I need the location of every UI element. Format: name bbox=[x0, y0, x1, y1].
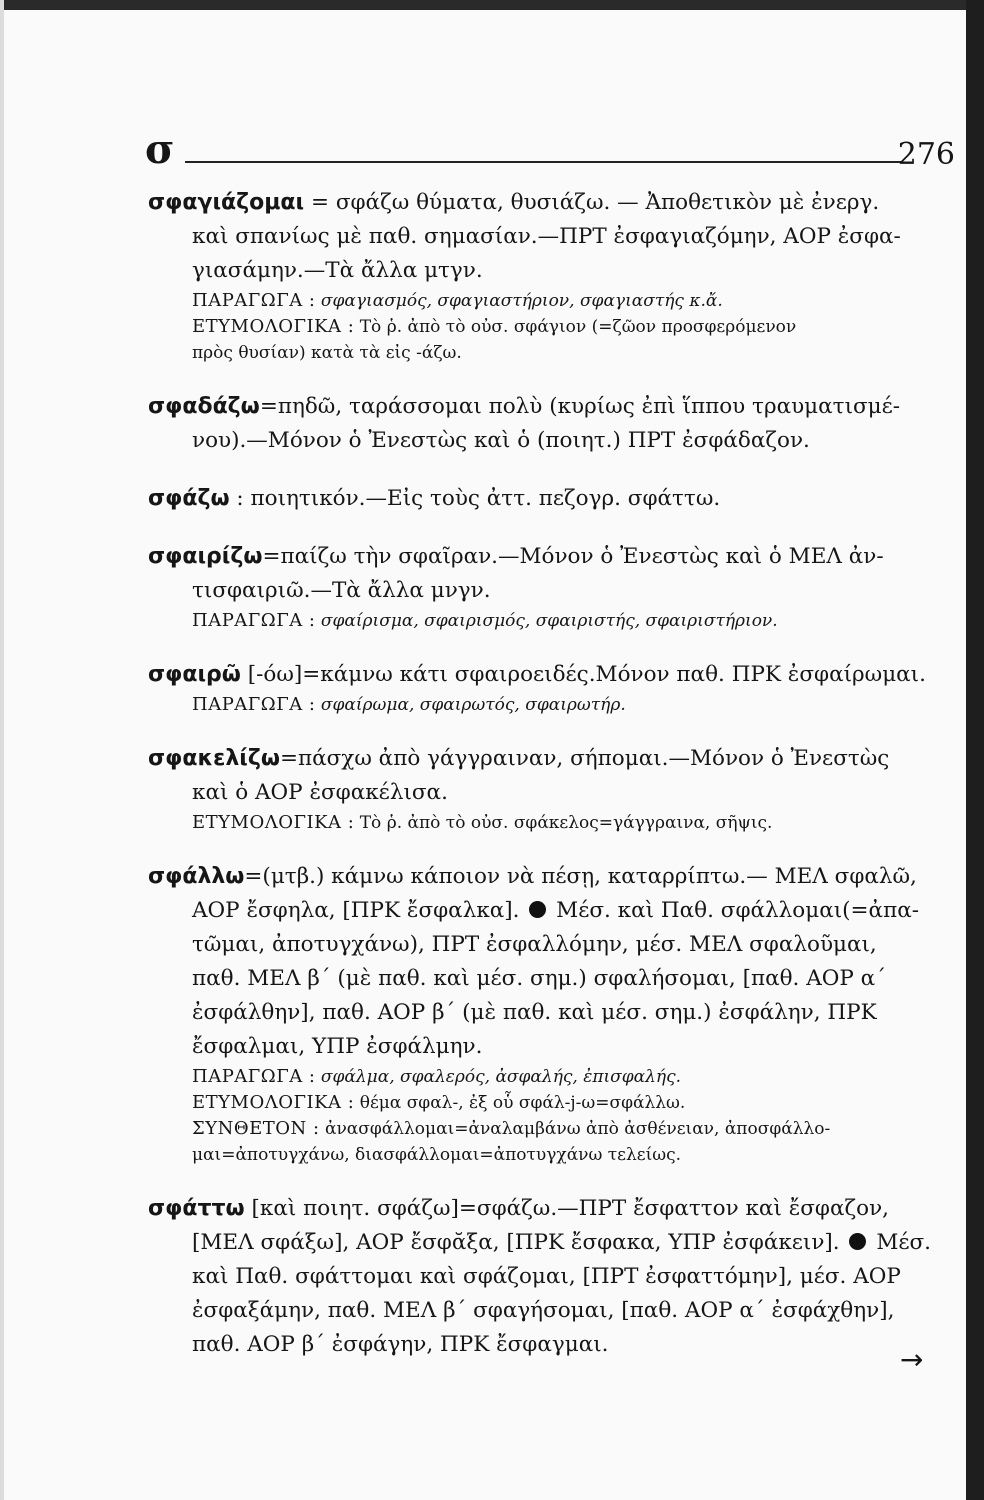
entry-line: ἐσφαξάμην, παθ. ΜΕΛ β΄ σφαγήσομαι, [παθ. ΑΟΡ α΄ ἐσφάχθην], bbox=[192, 1298, 895, 1323]
subsection-text: πρὸς θυσίαν) κατὰ τὰ εἰς -άζω. bbox=[192, 343, 462, 363]
entry bbox=[148, 860, 952, 1168]
entry-lemma: σφακελίζω bbox=[148, 746, 280, 771]
entry-line bbox=[148, 390, 952, 424]
entry-text: =παίζω τὴν σφαῖραν.—Μόνον ὁ Ἐνεστὼς καὶ ὁ ΜΕΛ ἀν- bbox=[262, 544, 884, 569]
entry-line: τισφαιριῶ.—Τὰ ἄλλα μνγν. bbox=[192, 578, 491, 603]
subsection-label: ΕΤΥΜΟΛΟΓΙΚΑ : bbox=[192, 316, 355, 337]
entry bbox=[148, 658, 952, 718]
entry-subsection bbox=[148, 314, 952, 340]
entry-lemma: σφαιρῶ bbox=[148, 662, 241, 687]
entry-line bbox=[148, 658, 952, 692]
subsection-label: ΠΑΡΑΓΩΓΑ : bbox=[192, 290, 316, 311]
section-letter: σ bbox=[145, 126, 175, 173]
entry-lemma: σφαιρίζω bbox=[148, 544, 263, 569]
subsection-label: ΠΑΡΑΓΩΓΑ : bbox=[192, 610, 316, 631]
entry-line: ΑΟΡ ἔσφηλα, [ΠΡΚ ἔσφαλκα]. Μέσ. καὶ Παθ. σφάλλομαι(=ἀπα- bbox=[192, 898, 919, 923]
entry-text: =πηδῶ, ταράσσομαι πολὺ (κυρίως ἐπὶ ἵππου τραυματισμέ- bbox=[259, 394, 901, 419]
continuation-arrow-icon: → bbox=[900, 1343, 924, 1376]
scan-top-edge bbox=[0, 0, 984, 10]
entry-line bbox=[148, 186, 952, 220]
entry-subsection bbox=[148, 692, 952, 718]
entry-line: γιασάμην.—Τὰ ἄλλα μτγν. bbox=[192, 258, 483, 283]
entry-subsection bbox=[148, 288, 952, 314]
subsection-text: σφαγιασμός, σφαγιαστήριον, σφαγιαστής κ.ἄ. bbox=[320, 291, 723, 311]
entry-line: ἔσφαλμαι, ΥΠΡ ἐσφάλμην. bbox=[192, 1034, 483, 1059]
entry bbox=[148, 186, 952, 366]
entry-line bbox=[148, 540, 952, 574]
subsection-text: μαι=ἀποτυγχάνω, διασφάλλομαι=ἀποτυγχάνω τελείως. bbox=[192, 1145, 682, 1165]
entry-line bbox=[148, 860, 952, 894]
subsection-label: ΣΥΝΘΕΤΟΝ : bbox=[192, 1118, 320, 1139]
entry-lemma: σφαδάζω bbox=[148, 394, 260, 419]
entry-subsection bbox=[148, 608, 952, 634]
page-number: 276 bbox=[897, 137, 955, 172]
scan-right-edge bbox=[966, 0, 984, 1500]
entry-line bbox=[148, 742, 952, 776]
entry-line: παθ. ΜΕΛ β΄ (μὲ παθ. καὶ μέσ. σημ.) σφαλήσομαι, [παθ. ΑΟΡ α΄ bbox=[192, 966, 886, 991]
entry-subsection bbox=[148, 1064, 952, 1090]
subsection-text: ἀνασφάλλομαι=ἀναλαμβάνω ἀπὸ ἀσθένειαν, ἀποσφάλλο- bbox=[324, 1119, 831, 1139]
subsection-text: σφάλμα, σφαλερός, ἀσφαλής, ἐπισφαλής. bbox=[320, 1067, 682, 1087]
entry-text: [καὶ ποιητ. σφάζω]=σφάζω.—ΠΡΤ ἔσφαττον καὶ ἔσφαζον, bbox=[251, 1196, 889, 1221]
bullet-icon bbox=[849, 1233, 866, 1250]
entry-line: ἐσφάλθην], παθ. ΑΟΡ β΄ (μὲ παθ. καὶ μέσ. σημ.) ἐσφάλην, ΠΡΚ bbox=[192, 1000, 877, 1025]
entry bbox=[148, 1192, 952, 1362]
entry-line: νου).—Μόνον ὁ Ἐνεστὼς καὶ ὁ (ποιητ.) ΠΡΤ ἐσφάδαζον. bbox=[192, 428, 810, 453]
entry-subsection bbox=[148, 340, 952, 366]
subsection-text: θέμα σφαλ-, ἐξ οὗ σφάλ-j-ω=σφάλλω. bbox=[359, 1093, 686, 1113]
entry-text: [-όω]=κάμνω κάτι σφαιροειδές.Μόνον παθ. ΠΡΚ ἐσφαίρωμαι. bbox=[247, 662, 926, 687]
entry-lemma: σφάζω bbox=[148, 486, 230, 511]
entry-text: =πάσχω ἀπὸ γάγγραιναν, σήπομαι.—Μόνον ὁ Ἐνεστὼς bbox=[279, 746, 890, 771]
entry bbox=[148, 742, 952, 836]
entry bbox=[148, 390, 952, 458]
entry bbox=[148, 482, 952, 516]
entry-text: = σφάζω θύματα, θυσιάζω. — Ἀποθετικὸν μὲ ἐνεργ. bbox=[310, 190, 880, 215]
entry-subsection bbox=[148, 810, 952, 836]
scan-left-edge bbox=[0, 0, 4, 1500]
entry-line: καὶ σπανίως μὲ παθ. σημασίαν.—ΠΡΤ ἐσφαγιαζόμην, ΑΟΡ ἐσφα- bbox=[192, 224, 901, 249]
subsection-label: ΕΤΥΜΟΛΟΓΙΚΑ : bbox=[192, 1092, 355, 1113]
entry-line: [ΜΕΛ σφάξω], ΑΟΡ ἔσφᾰξα, [ΠΡΚ ἔσφακα, ΥΠΡ ἐσφάκειν]. Μέσ. bbox=[192, 1230, 931, 1255]
entry-line: καὶ ὁ ΑΟΡ ἐσφακέλισα. bbox=[192, 780, 448, 805]
subsection-text: Τὸ ῥ. ἀπὸ τὸ οὐσ. σφάγιον (=ζῶον προσφερόμενον bbox=[359, 317, 797, 337]
entry-line: παθ. ΑΟΡ β΄ ἐσφάγην, ΠΡΚ ἔσφαγμαι. bbox=[192, 1332, 609, 1357]
entry-subsection bbox=[148, 1116, 952, 1142]
entries bbox=[148, 186, 952, 1386]
subsection-text: σφαίρωμα, σφαιρωτός, σφαιρωτήρ. bbox=[320, 695, 626, 715]
subsection-text: Τὸ ῥ. ἀπὸ τὸ οὐσ. σφάκελος=γάγγραινα, σῆψις. bbox=[359, 813, 773, 833]
subsection-text: σφαίρισμα, σφαιρισμός, σφαιριστής, σφαιριστήριον. bbox=[320, 611, 778, 631]
entry-subsection bbox=[148, 1090, 952, 1116]
entry-text: : ποιητικόν.—Εἰς τοὺς ἀττ. πεζογρ. σφάττω. bbox=[236, 486, 721, 511]
entry-lemma: σφάλλω bbox=[148, 864, 245, 889]
entry-line: τῶμαι, ἀποτυγχάνω), ΠΡΤ ἐσφαλλόμην, μέσ. ΜΕΛ σφαλοῦμαι, bbox=[192, 932, 877, 957]
entry bbox=[148, 540, 952, 634]
running-head bbox=[145, 128, 955, 180]
entry-line bbox=[148, 482, 952, 516]
entry-text: =(μτβ.) κάμνω κάποιον νὰ πέσῃ, καταρρίπτω.— ΜΕΛ σφαλῶ, bbox=[244, 864, 917, 889]
header-rule bbox=[185, 161, 903, 163]
subsection-label: ΕΤΥΜΟΛΟΓΙΚΑ : bbox=[192, 812, 355, 833]
entry-line bbox=[148, 1192, 952, 1226]
entry-lemma: σφάττω bbox=[148, 1196, 245, 1221]
entry-line: καὶ Παθ. σφάττομαι καὶ σφάζομαι, [ΠΡΤ ἐσφαττόμην], μέσ. ΑΟΡ bbox=[192, 1264, 901, 1289]
entry-lemma: σφαγιάζομαι bbox=[148, 190, 305, 215]
subsection-label: ΠΑΡΑΓΩΓΑ : bbox=[192, 1066, 316, 1087]
bullet-icon bbox=[529, 901, 546, 918]
entry-subsection bbox=[148, 1142, 952, 1168]
subsection-label: ΠΑΡΑΓΩΓΑ : bbox=[192, 694, 316, 715]
